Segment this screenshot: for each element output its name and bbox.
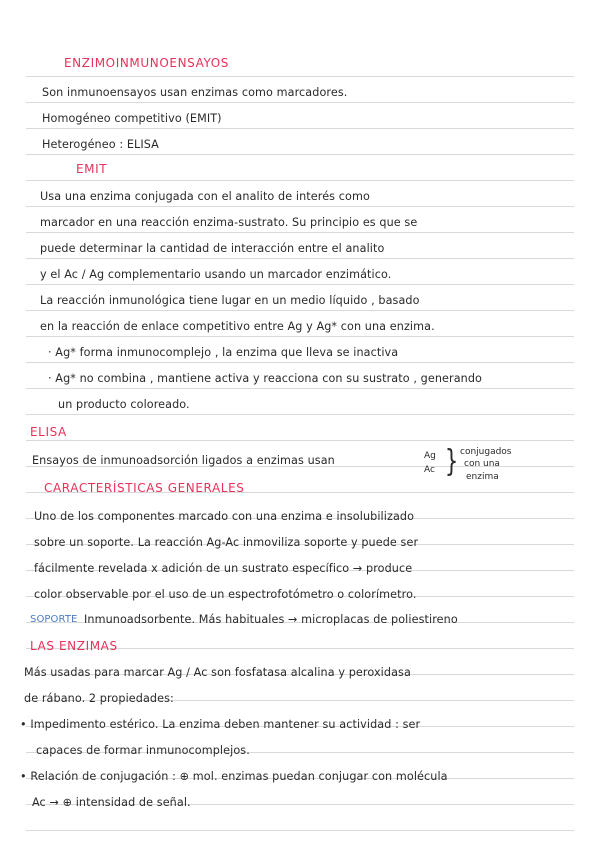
rule-line [26,180,574,181]
rule-line [26,830,574,831]
emit-bullet: · Ag* no combina , mantiene activa y reacciona con su sustrato , generando [48,372,482,385]
rule-line [26,76,574,77]
rule-line [26,310,574,311]
brace-text: conjugados [460,447,512,457]
rule-line [26,102,574,103]
emit-heading: EMIT [76,162,108,176]
enzymes-bullet-cont: capaces de formar inmunocomplejos. [36,744,250,757]
rule-line [26,206,574,207]
elisa-heading: ELISA [30,425,67,439]
brace-label-ac: Ac [424,465,435,475]
general-line: color observable por el uso de un espectrofotómetro o colorímetro. [34,588,417,601]
emit-bullet: · Ag* forma inmunocomplejo , la enzima que lleva se inactiva [48,346,399,359]
brace-label-ag: Ag [424,451,436,461]
intro-line: Heterogéneo : ELISA [42,138,159,151]
rule-line [26,258,574,259]
emit-line: Usa una enzima conjugada con el analito de interés como [40,190,370,203]
rule-line [26,440,574,441]
rule-line [26,362,574,363]
emit-bullet-cont: un producto coloreado. [58,398,190,411]
intro-line: Homogéneo competitivo (EMIT) [42,112,222,125]
rule-line [26,336,574,337]
emit-line: y el Ac / Ag complementario usando un marcador enzimático. [40,268,392,281]
general-line: sobre un soporte. La reacción Ag-Ac inmoviliza soporte y puede ser [34,536,419,549]
enzymes-bullet-cont: Ac → ⊕ intensidad de señal. [32,796,191,809]
support-text: Inmunoadsorbente. Más habituales → microplacas de poliestireno [84,613,458,626]
general-line: fácilmente revelada x adición de un sustrato específico → produce [34,562,413,575]
general-line: Uno de los componentes marcado con una enzima e insolubilizado [34,510,415,523]
brace-text: enzima [466,472,499,482]
curly-brace-icon: } [444,444,459,479]
elisa-line: Ensayos de inmunoadsorción ligados a enzimas usan [32,454,335,467]
rule-line [26,284,574,285]
emit-line: en la reacción de enlace competitivo entre Ag y Ag* con una enzima. [40,320,435,333]
general-heading: CARACTERÍSTICAS GENERALES [44,481,245,495]
emit-line: puede determinar la cantidad de interacción entre el analito [40,242,385,255]
page-title: ENZIMOINMUNOENSAYOS [64,56,230,70]
intro-line: Son inmunoensayos usan enzimas como marcadores. [42,86,348,99]
support-label: SOPORTE [30,614,78,625]
brace-text: con una [464,459,500,469]
rule-line [26,232,574,233]
enzymes-line: de rábano. 2 propiedades: [24,692,174,705]
emit-line: marcador en una reacción enzima-sustrato. Su principio es que se [40,216,418,229]
enzymes-line: Más usadas para marcar Ag / Ac son fosfatasa alcalina y peroxidasa [24,666,411,679]
elisa-brace-group [424,444,554,493]
enzymes-heading: LAS ENZIMAS [30,639,118,653]
rule-line [26,388,574,389]
enzymes-bullet: • Relación de conjugación : ⊕ mol. enzimas puedan conjugar con molécula [20,770,448,783]
rule-line [26,128,574,129]
emit-line: La reacción inmunológica tiene lugar en un medio líquido , basado [40,294,420,307]
rule-line [26,414,574,415]
enzymes-bullet: • Impedimento estérico. La enzima deben mantener su actividad : ser [20,718,421,731]
rule-line [26,154,574,155]
